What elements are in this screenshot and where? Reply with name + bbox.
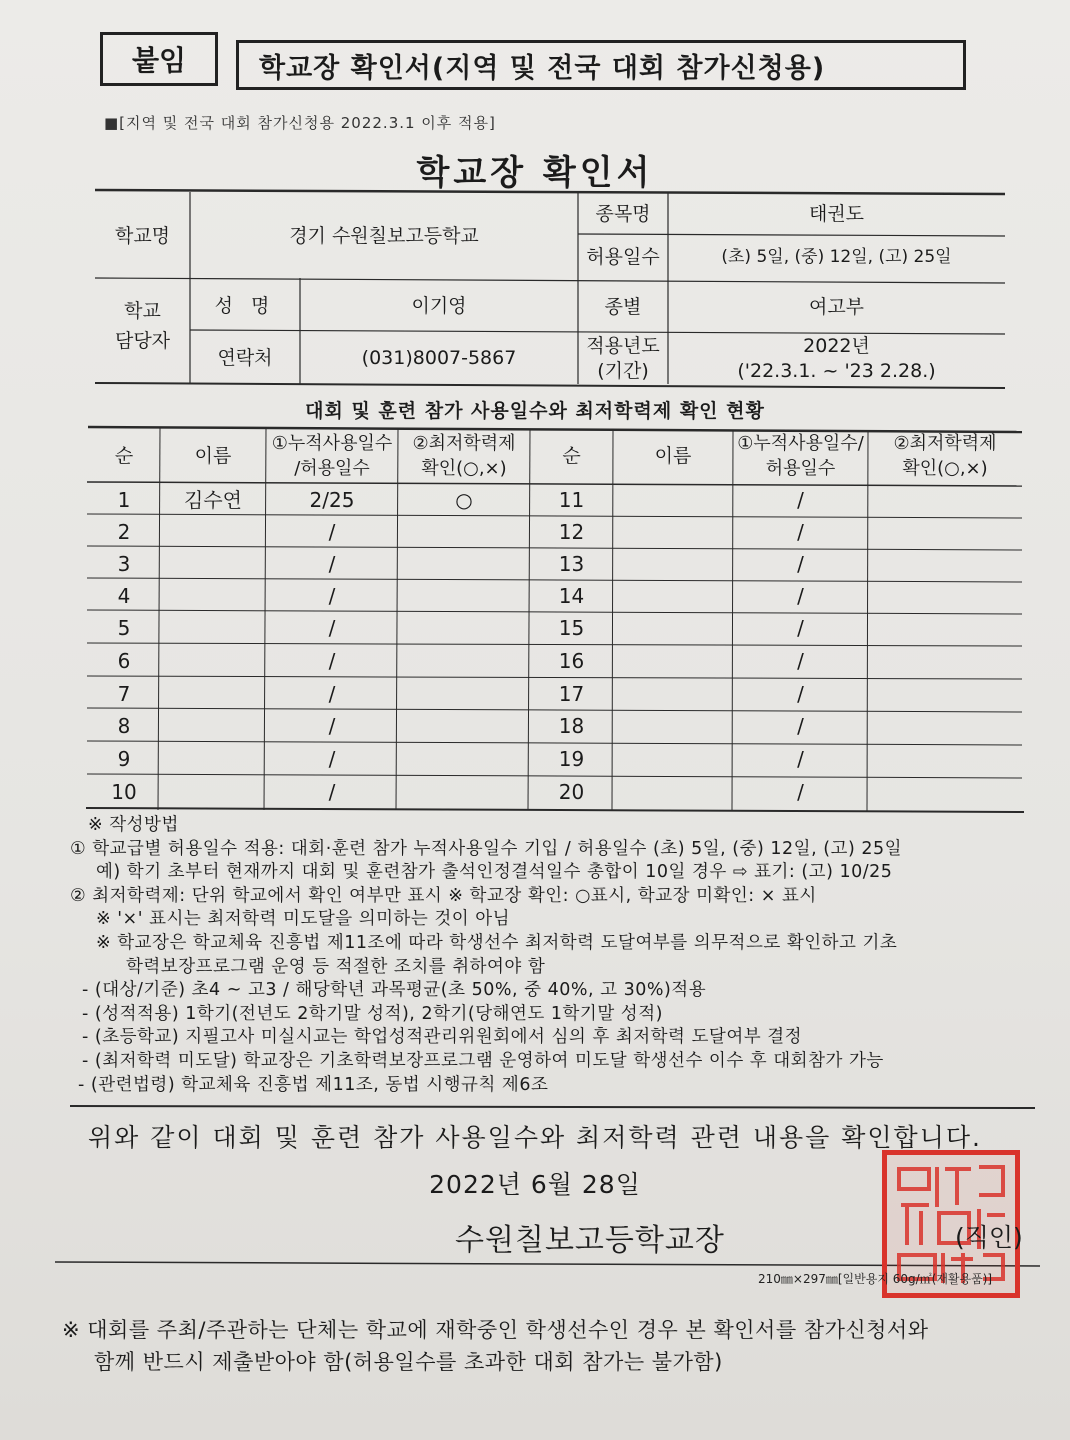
row-no: 7 (117, 682, 131, 706)
instructions-block (70, 814, 1050, 1097)
instruction-line: - (초등학교) 지필고사 미실시교는 학업성적관리위원회에서 심의 후 최저학력 도달여부 결정 (82, 1027, 803, 1048)
instruction-line: ② 최저학력제: 단위 학교에서 확인 여부만 표시 ※ 학교장 확인: ○표시, 학교장 미확인: × 표시 (70, 885, 817, 906)
col-header-days-right-line1: ①누적사용일수/ (737, 432, 864, 454)
row-days-right: / (797, 488, 804, 512)
row-no-right: 11 (558, 488, 585, 512)
footer-note (62, 1314, 929, 1378)
confirmation-date: 2022년 6월 28일 (429, 1170, 641, 1199)
row-no: 9 (117, 747, 131, 771)
attachment-tag: 붙임 (100, 32, 218, 86)
year-label-line1: 적용년도 (586, 334, 660, 357)
row-no: 6 (117, 649, 131, 673)
allowed-days-value: (초) 5일, (중) 12일, (고) 25일 (721, 247, 952, 268)
row-days: / (328, 649, 336, 673)
row-days-right: / (797, 616, 804, 640)
instruction-line: - (최저학력 미도달) 학교장은 기초학력보장프로그램 운영하여 미도달 학생선수 이수 후 대회참가 가능 (82, 1050, 884, 1071)
row-days-right: / (797, 780, 804, 804)
instruction-line: 예) 학기 초부터 현재까지 대회 및 훈련참가 출석인정결석일수 총합이 10일 경우 ⇨ 표기: (고) 10/25 (96, 862, 893, 883)
row-no-right: 18 (558, 714, 585, 738)
person-name-label: 성 명 (214, 294, 276, 317)
category-value: 여고부 (808, 295, 865, 318)
col-header-check-right-line2: 확인(○,×) (902, 458, 988, 479)
col-header-days-line1: ①누적사용일수 (271, 432, 393, 454)
row-days-right: / (797, 714, 804, 738)
footer-line: ※ 대회를 주최/주관하는 단체는 학교에 재학중인 학생선수인 경우 본 확인서를 참가신청서와 (62, 1318, 929, 1342)
manager-label-line2: 담당자 (114, 329, 171, 352)
row-no: 10 (111, 780, 137, 804)
row-days: / (328, 520, 336, 544)
year-label-line2: (기간) (597, 359, 649, 382)
col-header-no: 순 (114, 444, 134, 467)
row-days: / (328, 714, 336, 738)
row-check: ○ (455, 488, 473, 512)
col-header-no-right: 순 (562, 444, 581, 467)
row-no: 1 (117, 488, 131, 512)
col-header-check-line1: ②최저학력제 (412, 432, 516, 454)
row-no: 2 (117, 520, 131, 544)
col-header-check (398, 430, 530, 482)
row-no-right: 13 (558, 552, 585, 576)
row-no-right: 16 (558, 649, 585, 673)
confirmation-statement: 위와 같이 대회 및 훈련 참가 사용일수와 최저학력 관련 내용을 확인합니다. (88, 1123, 982, 1152)
allowed-days-label: 허용일수 (586, 246, 660, 269)
contact-value: (031)8007-5867 (361, 346, 517, 369)
col-header-check-right-line1: ②최저학력제 (893, 432, 997, 454)
row-days-right: / (797, 649, 804, 673)
category-label: 종별 (604, 295, 642, 318)
instruction-line: - (관련법령) 학교체육 진흥법 제11조, 동법 시행규칙 제6조 (78, 1074, 549, 1095)
row-no-right: 15 (558, 616, 585, 640)
row-days: / (328, 780, 336, 804)
instruction-line: - (대상/기준) 초4 ~ 고3 / 해당학년 과목평균(초 50%, 중 40%, 고 30%)적용 (82, 980, 707, 1001)
col-header-days-right-line2: 허용일수 (765, 458, 836, 479)
row-no-right: 14 (558, 584, 585, 608)
row-name: 김수연 (184, 488, 242, 512)
row-days: 2/25 (309, 488, 355, 512)
paper-spec: 210㎜×297㎜[일반용지 60g/㎡(재활용품)] (758, 1272, 993, 1286)
row-days-right: / (797, 747, 804, 771)
row-days: / (328, 584, 336, 608)
instruction-line: ① 학교급별 허용일수 적용: 대회·훈련 참가 누적사용일수 기입 / 허용일수 (초) 5일, (중) 12일, (고) 25일 (70, 838, 903, 859)
row-no-right: 19 (558, 747, 585, 771)
row-no: 8 (117, 714, 131, 738)
row-no: 4 (117, 584, 131, 608)
instruction-line: - (성적적용) 1학기(전년도 2학기말 성적), 2학기(당해연도 1학기말 성적) (82, 1003, 663, 1024)
col-header-days-line2: /허용일수 (294, 458, 370, 479)
col-header-name: 이름 (194, 444, 232, 467)
row-no: 5 (117, 616, 131, 640)
row-days: / (328, 616, 336, 640)
year-value: 2022년 (803, 334, 870, 357)
sport-value: 태권도 (808, 202, 865, 225)
col-header-check-right (868, 430, 1022, 482)
col-header-days-right (733, 430, 868, 482)
row-no-right: 12 (558, 520, 585, 544)
footer-line: 함께 반드시 제출받아야 함(허용일수를 초과한 대회 참가는 불가함) (94, 1350, 723, 1374)
header-title: 학교장 확인서(지역 및 전국 대회 참가신청용) (236, 40, 966, 90)
col-header-days (266, 430, 398, 482)
period-value: ('22.3.1. ~ '23 2.28.) (737, 359, 936, 382)
manager-label-line1: 학교 (124, 299, 161, 322)
section-title: 대회 및 훈련 참가 사용일수와 최저학력제 확인 현황 (305, 400, 765, 422)
document-title: 학교장 확인서 (416, 153, 654, 193)
school-name-value: 경기 수원칠보고등학교 (289, 224, 479, 247)
instruction-line: ※ 학교장은 학교체육 진흥법 제11조에 따라 학생선수 최저학력 도달여부를 의무적으로 확인하고 기초 (96, 932, 898, 953)
row-no: 3 (117, 552, 131, 576)
row-days: / (328, 682, 336, 706)
contact-label: 연락처 (217, 346, 273, 369)
person-name-value: 이기영 (411, 294, 467, 317)
instructions-heading: ※ 작성방법 (88, 815, 179, 835)
instruction-line: ※ '×' 표시는 최저학력 미도달을 의미하는 것이 아님 (96, 909, 511, 930)
principal-title: 수원칠보고등학교장 (455, 1223, 725, 1258)
instruction-line: 학력보장프로그램 운영 등 적절한 조치를 취하여야 함 (126, 956, 546, 977)
row-no-right: 20 (558, 780, 585, 804)
row-no-right: 17 (558, 682, 585, 706)
row-days: / (328, 747, 336, 771)
school-name-label: 학교명 (114, 224, 171, 247)
row-days: / (328, 552, 336, 576)
applicability-note: ■[지역 및 전국 대회 참가신청용 2022.3.1 이후 적용] (104, 114, 496, 132)
row-days-right: / (797, 552, 804, 576)
col-header-name-right: 이름 (654, 444, 692, 467)
seal-mark-label: (직인) (955, 1223, 1023, 1252)
row-days-right: / (797, 520, 804, 544)
sport-label: 종목명 (595, 202, 651, 225)
row-days-right: / (797, 682, 804, 706)
col-header-check-line2: 확인(○,×) (421, 458, 507, 479)
row-days-right: / (797, 584, 804, 608)
